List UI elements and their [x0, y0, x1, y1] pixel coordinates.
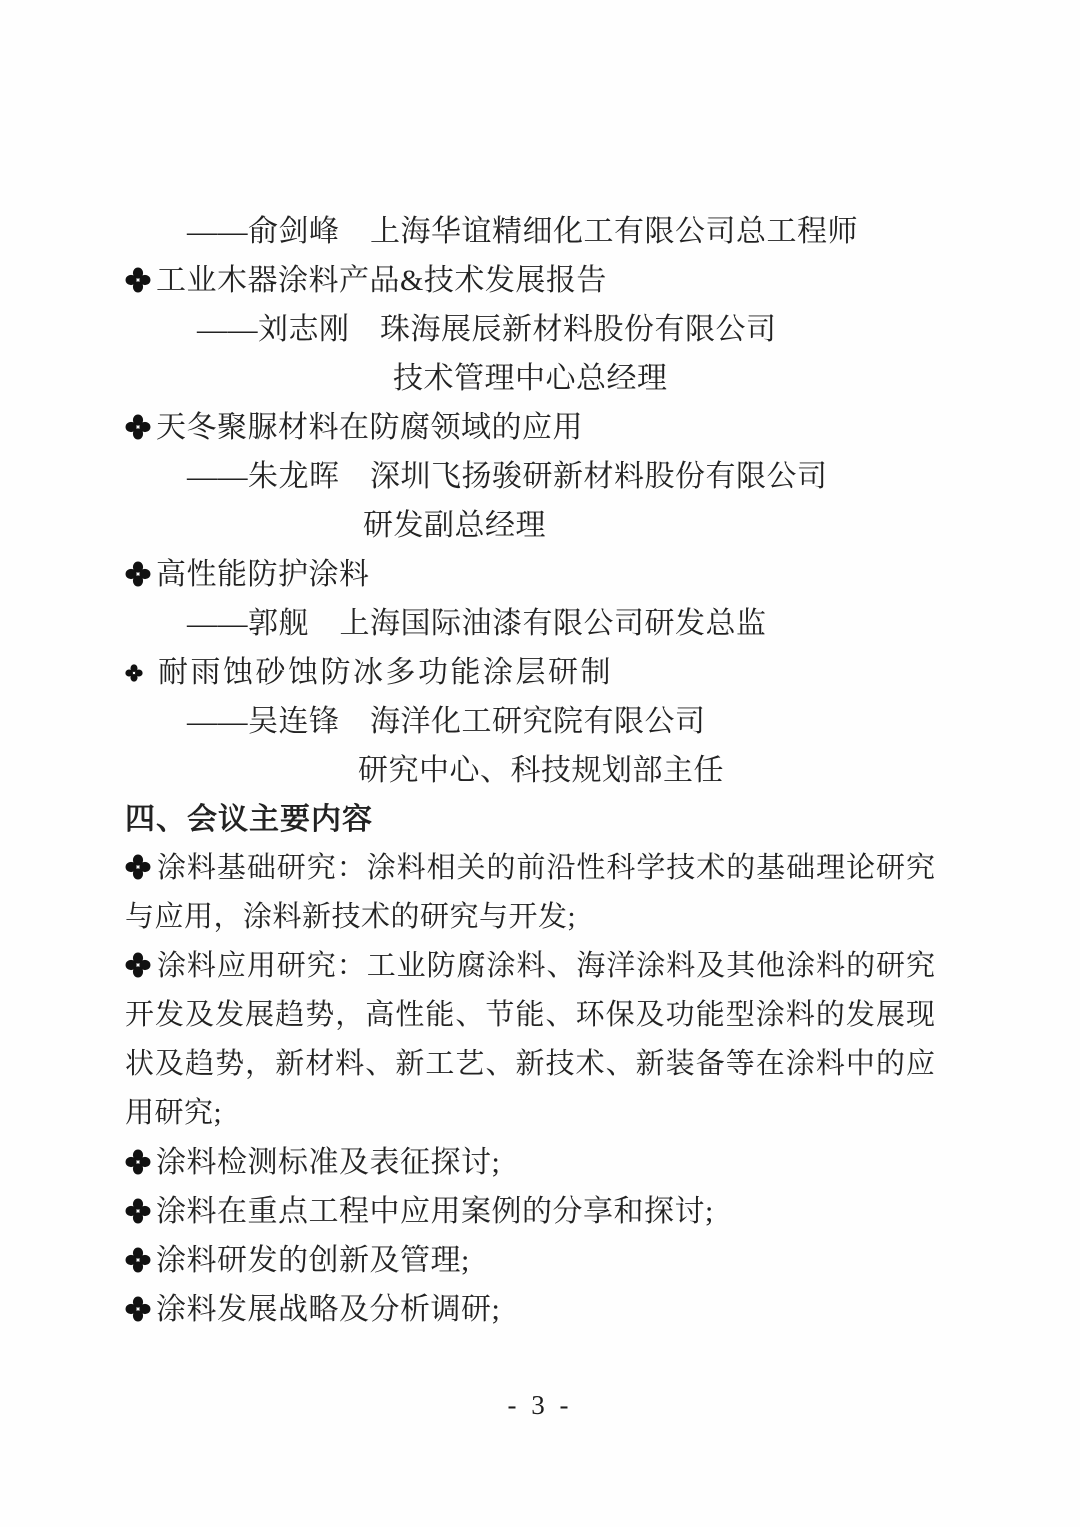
paragraph-line: 与应用，涂料新技术的研究与开发; [125, 901, 577, 933]
content-bullet-basic-research [125, 844, 935, 893]
paragraph-line: 状及趋势，新材料、新工艺、新技术、新装备等在涂料中的应 [125, 1048, 935, 1080]
clover-bullet-icon [125, 952, 151, 978]
bullet-text: 涂料发展战略及分析调研; [156, 1293, 501, 1326]
content-bullet-testing-standards [125, 1138, 935, 1187]
content-bullet-applied-research [125, 942, 935, 991]
content-bullet-development-strategy [125, 1285, 935, 1334]
topic-line-anti-erosion-coating [125, 648, 935, 697]
topic-text: 耐雨蚀砂蚀防冰多功能涂层研制 [158, 656, 613, 689]
topic-line-polyaspartic [125, 403, 935, 452]
bullet-text: 涂料研发的创新及管理; [156, 1244, 470, 1277]
topic-text: 高性能防护涂料 [156, 558, 370, 591]
clover-bullet-icon [125, 414, 151, 440]
role-line-rd-deputy-gm: 研发副总经理 [363, 509, 546, 542]
clover-bullet-icon [125, 1198, 151, 1224]
role-line-research-center-director: 研究中心、科技规划部主任 [358, 754, 724, 787]
topic-line-wood-coatings [125, 256, 935, 305]
topic-text: 天冬聚脲材料在防腐领域的应用 [156, 411, 583, 444]
speaker-line-yujianfeng: ——俞剑峰 上海华谊精细化工有限公司总工程师 [187, 215, 858, 248]
clover-bullet-icon [125, 1149, 151, 1175]
paragraph-line: 用研究; [125, 1097, 223, 1129]
content-bullet-rd-innovation [125, 1236, 935, 1285]
page-number: - 3 - [507, 1390, 573, 1420]
paragraph-line: 开发及发展趋势，高性能、节能、环保及功能型涂料的发展现 [125, 999, 935, 1031]
speaker-line-liuzhigang: ——刘志刚 珠海展辰新材料股份有限公司 [197, 313, 777, 346]
topic-line-protective-coatings [125, 550, 935, 599]
clover-bullet-icon [125, 664, 143, 682]
paragraph-line: 涂料基础研究：涂料相关的前沿性科学技术的基础理论研究 [156, 852, 935, 884]
speaker-line-wulianfeng: ——吴连锋 海洋化工研究院有限公司 [187, 705, 706, 738]
speaker-line-zhulonghui: ——朱龙晖 深圳飞扬骏研新材料股份有限公司 [187, 460, 828, 493]
content-bullet-key-projects [125, 1187, 935, 1236]
clover-bullet-icon [125, 1296, 151, 1322]
role-line-tech-center-gm: 技术管理中心总经理 [393, 362, 668, 395]
bullet-text: 涂料在重点工程中应用案例的分享和探讨; [156, 1195, 714, 1228]
clover-bullet-icon [125, 561, 151, 587]
section-heading-main-content: 四、会议主要内容 [125, 803, 373, 836]
topic-text: 工业木器涂料产品&技术发展报告 [156, 264, 607, 297]
clover-bullet-icon [125, 854, 151, 880]
speaker-line-guojian: ——郭舰 上海国际油漆有限公司研发总监 [187, 607, 767, 640]
document-content [125, 207, 935, 1334]
bullet-text: 涂料检测标准及表征探讨; [156, 1146, 501, 1179]
clover-bullet-icon [125, 267, 151, 293]
paragraph-line: 涂料应用研究：工业防腐涂料、海洋涂料及其他涂料的研究 [156, 950, 935, 982]
clover-bullet-icon [125, 1247, 151, 1273]
